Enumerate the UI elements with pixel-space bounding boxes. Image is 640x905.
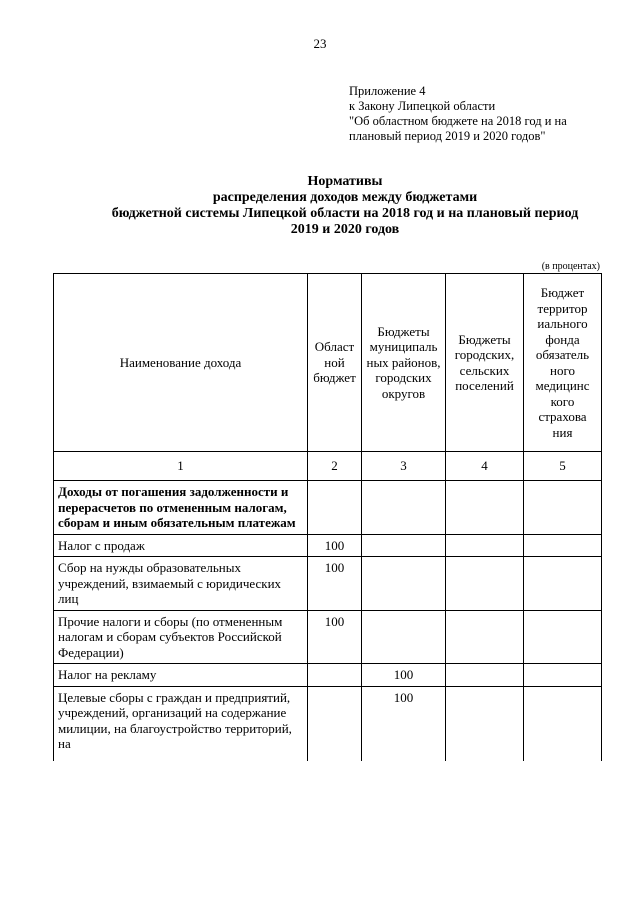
municipal-share (362, 557, 446, 611)
header-municipal-budgets: Бюджеты муниципаль ных районов, городских округов (362, 274, 446, 452)
regional-share: 100 (308, 534, 362, 557)
settlement-share (446, 686, 524, 761)
table-row (54, 534, 602, 557)
header-regional-budget: Област ной бюджет (308, 274, 362, 452)
table-row (54, 664, 602, 687)
fund-share (524, 610, 602, 664)
column-number: 1 (54, 452, 308, 481)
table-header-row (54, 274, 602, 452)
column-number: 4 (446, 452, 524, 481)
fund-share (524, 534, 602, 557)
income-name: Целевые сборы с граждан и предприятий, учреждений, организаций на содержание милиции, на благоустройство территорий, на (54, 686, 308, 761)
settlement-share (446, 557, 524, 611)
header-income-name: Наименование дохода (54, 274, 308, 452)
column-number-row (54, 452, 602, 481)
regional-share (308, 481, 362, 535)
settlement-share (446, 481, 524, 535)
regional-share: 100 (308, 557, 362, 611)
municipal-share (362, 610, 446, 664)
income-name: Налог с продаж (54, 534, 308, 557)
header-medical-insurance-fund: Бюджет территор иального фонда обязатель ного медицинс кого страхова ния (524, 274, 602, 452)
table-row (54, 610, 602, 664)
appendix-note (349, 84, 567, 144)
municipal-share (362, 534, 446, 557)
fund-share (524, 686, 602, 761)
appendix-line: плановый период 2019 и 2020 годов" (349, 129, 546, 143)
units-note: (в процентах) (541, 261, 600, 272)
column-number: 2 (308, 452, 362, 481)
table-row (54, 481, 602, 535)
income-name: Сбор на нужды образовательных учреждений, взимаемый с юридических лиц (54, 557, 308, 611)
settlement-share (446, 534, 524, 557)
fund-share (524, 664, 602, 687)
title-line: распределения доходов между бюджетами (212, 190, 478, 205)
revenue-distribution-table (53, 273, 602, 761)
table-row (54, 557, 602, 611)
fund-share (524, 557, 602, 611)
appendix-line: "Об областном бюджете на 2018 год и на (349, 114, 567, 128)
appendix-line: Приложение 4 (349, 84, 426, 98)
page-number: 23 (313, 36, 327, 51)
municipal-share: 100 (362, 686, 446, 761)
document-title (80, 174, 610, 238)
regional-share (308, 686, 362, 761)
fund-share (524, 481, 602, 535)
title-line: Нормативы (307, 174, 383, 189)
title-line: 2019 и 2020 годов (290, 222, 400, 237)
municipal-share (362, 481, 446, 535)
column-number: 5 (524, 452, 602, 481)
appendix-line: к Закону Липецкой области (349, 99, 496, 113)
income-name: Доходы от погашения задолженности и перерасчетов по отмененным налогам, сборам и иным обязательным платежам (54, 481, 308, 535)
regional-share (308, 664, 362, 687)
title-line: бюджетной системы Липецкой области на 2018 год и на плановый период (111, 206, 579, 221)
settlement-share (446, 610, 524, 664)
municipal-share: 100 (362, 664, 446, 687)
settlement-share (446, 664, 524, 687)
regional-share: 100 (308, 610, 362, 664)
header-settlement-budgets: Бюджеты городских, сельских поселений (446, 274, 524, 452)
column-number: 3 (362, 452, 446, 481)
table-row (54, 686, 602, 761)
income-name: Прочие налоги и сборы (по отмененным налогам и сборам субъектов Российской Федерации) (54, 610, 308, 664)
income-name: Налог на рекламу (54, 664, 308, 687)
